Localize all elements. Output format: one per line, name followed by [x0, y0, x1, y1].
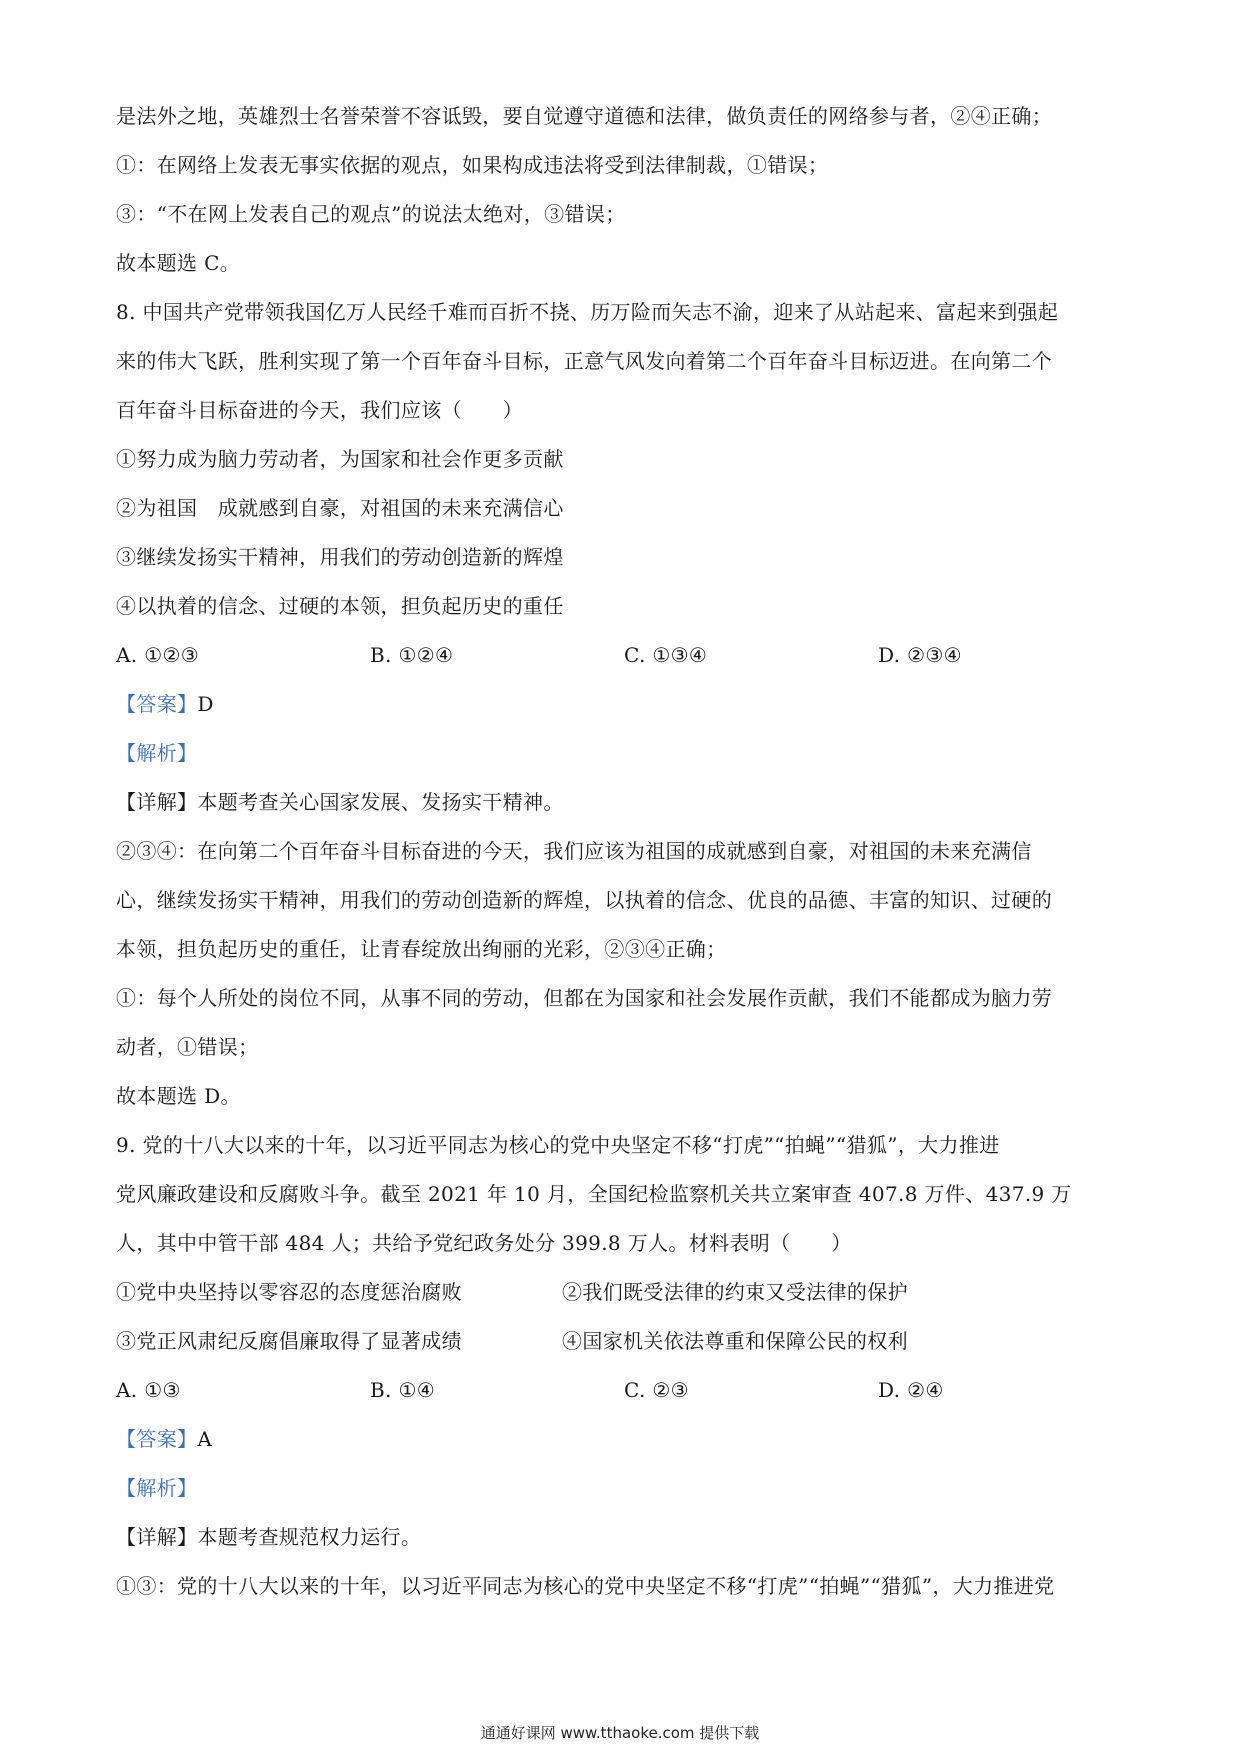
text-line: ③：“不在网上发表自己的观点”的说法太绝对，③错误； — [116, 202, 626, 226]
option-d: D. ②③④ — [878, 643, 962, 667]
question-stem-line: 来的伟大飞跃，胜利实现了第一个百年奋斗目标，正意气风发向着第二个百年奋斗目标迈进。在向第二个 — [116, 349, 1053, 373]
detail-line — [116, 1513, 1132, 1562]
explanation-line: ②③④：在向第二个百年奋斗目标奋进的今天，我们应该为祖国的成就感到自豪，对祖国的未来充满信 — [116, 839, 1032, 863]
option-a: A. ①②③ — [116, 643, 200, 667]
answer-tag: 【答案】 — [116, 1427, 198, 1451]
text-line: ①：在网络上发表无事实依据的观点，如果构成违法将受到法律制裁，①错误； — [116, 153, 829, 177]
question-item: ③继续发扬实干精神，用我们的劳动创造新的辉煌 — [116, 545, 564, 569]
question-item: ④以执着的信念、过硬的本领，担负起历史的重任 — [116, 594, 564, 618]
explanation-line: 心，继续发扬实干精神，用我们的劳动创造新的辉煌，以执着的信念、优良的品德、丰富的知识、过硬的 — [116, 888, 1053, 912]
analysis-tag: 【解析】 — [116, 741, 198, 765]
answer-line — [116, 1415, 1132, 1464]
question-stem-line: 人，其中中管干部 484 人；共给予党纪政务处分 399.8 万人。材料表明（ ） — [116, 1231, 852, 1255]
explanation-line: ①③：党的十八大以来的十年，以习近平同志为核心的党中央坚定不移“打虎”“拍蝇”“猎狐”，大力推进党 — [116, 1574, 1055, 1598]
question-item: ①党中央坚持以零容忍的态度惩治腐败 — [116, 1280, 462, 1304]
answer-value: D — [197, 692, 214, 716]
detail-line — [116, 778, 1132, 827]
option-c: C. ②③ — [624, 1378, 689, 1402]
explanation-line: 动者，①错误； — [116, 1035, 259, 1059]
explanation-line: ①：每个人所处的岗位不同，从事不同的劳动，但都在为国家和社会发展作贡献，我们不能都成为脑力劳 — [116, 986, 1053, 1010]
question-9 — [116, 1121, 1132, 1611]
detail-text: 本题考查规范权力运行。 — [197, 1525, 422, 1549]
answer-tag: 【答案】 — [116, 692, 198, 716]
text-line: 是法外之地，英雄烈士名誉荣誉不容诋毁，要自觉遵守道德和法律，做负责任的网络参与者，②④正确； — [116, 104, 1053, 128]
question-items-row — [116, 1268, 1132, 1317]
question-8 — [116, 288, 1132, 1121]
question-item: ①努力成为脑力劳动者，为国家和社会作更多贡献 — [116, 447, 564, 471]
option-b: B. ①④ — [370, 1378, 436, 1402]
answer-options — [116, 1366, 1132, 1415]
question-stem-line: 9. 党的十八大以来的十年，以习近平同志为核心的党中央坚定不移“打虎”“拍蝇”“猎狐”，大力推进 — [116, 1133, 1000, 1157]
option-b: B. ①②④ — [370, 643, 454, 667]
document-page — [116, 92, 1132, 1611]
answer-options — [116, 631, 1132, 680]
option-d: D. ②④ — [878, 1378, 944, 1402]
page-footer: 通通好课网 www.tthaoke.com 提供下载 — [480, 1724, 760, 1742]
question-stem-line: 8. 中国共产党带领我国亿万人民经千难而百折不挠、历万险而矢志不渝，迎来了从站起来、富起来到强起 — [116, 300, 1059, 324]
question-stem-line: 百年奋斗目标奋进的今天，我们应该（ ） — [116, 398, 523, 422]
detail-text: 本题考查关心国家发展、发扬实干精神。 — [197, 790, 564, 814]
explanation-line: 故本题选 D。 — [116, 1084, 241, 1108]
detail-tag: 【详解】 — [116, 790, 198, 814]
question-items-row — [116, 1317, 1132, 1366]
option-c: C. ①③④ — [624, 643, 708, 667]
analysis-tag: 【解析】 — [116, 1476, 198, 1500]
detail-tag: 【详解】 — [116, 1525, 198, 1549]
option-a: A. ①③ — [116, 1378, 181, 1402]
question-item: ③党正风肃纪反腐倡廉取得了显著成绩 — [116, 1329, 462, 1353]
explanation-line: 本领，担负起历史的重任，让青春绽放出绚丽的光彩，②③④正确； — [116, 937, 727, 961]
question-item: ②为祖国 成就感到自豪，对祖国的未来充满信心 — [116, 496, 564, 520]
question-stem-line: 党风廉政建设和反腐败斗争。截至 2021 年 10 月，全国纪检监察机关共立案审查 407.8 万件、437.9 万 — [116, 1182, 1072, 1206]
answer-value: A — [197, 1427, 213, 1451]
text-line: 故本题选 C。 — [116, 251, 241, 275]
question-item: ④国家机关依法尊重和保障公民的权利 — [562, 1329, 908, 1353]
answer-line — [116, 680, 1132, 729]
question-item: ②我们既受法律的约束又受法律的保护 — [562, 1280, 908, 1304]
